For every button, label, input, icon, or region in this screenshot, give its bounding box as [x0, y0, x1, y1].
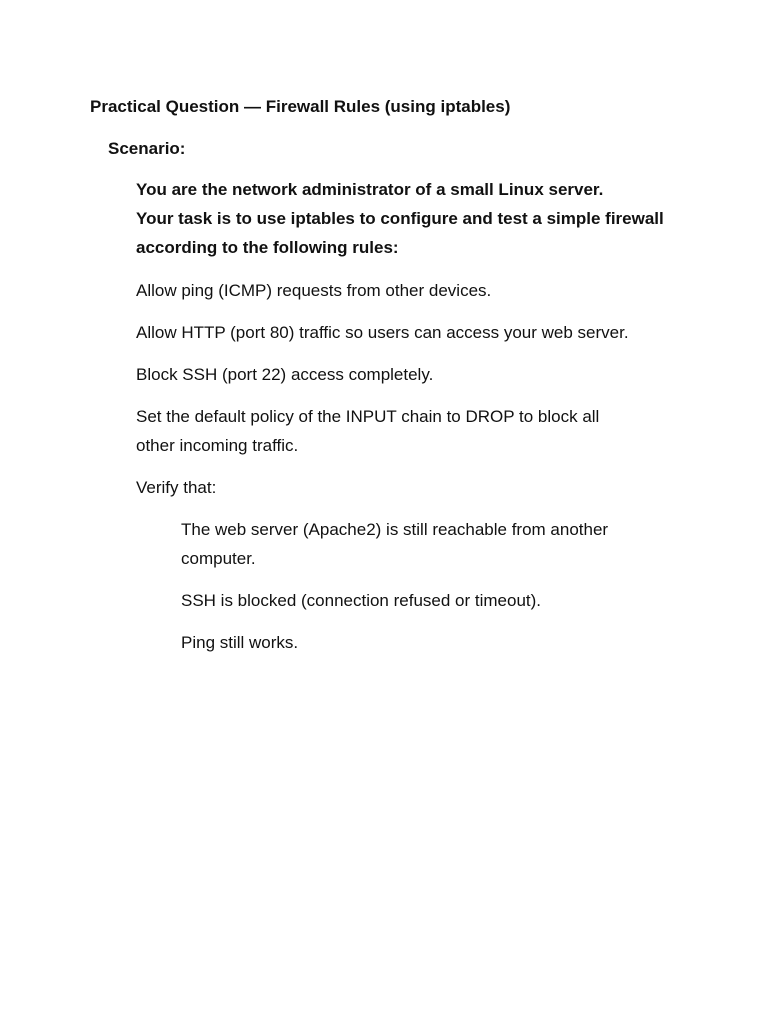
- intro-line: according to the following rules:: [136, 238, 399, 257]
- check-ssh-blocked: SSH is blocked (connection refused or timeout).: [181, 591, 542, 610]
- scenario-intro: [136, 175, 736, 262]
- scenario-label: Scenario:: [108, 139, 186, 158]
- policy-line: other incoming traffic.: [136, 436, 299, 455]
- check-line: computer.: [181, 549, 256, 568]
- rule-allow-ping: Allow ping (ICMP) requests from other devices.: [136, 281, 492, 300]
- rule-block-ssh: Block SSH (port 22) access completely.: [136, 365, 434, 384]
- check-line: The web server (Apache2) is still reachable from another: [181, 520, 609, 539]
- document-title: Practical Question — Firewall Rules (using iptables): [90, 97, 511, 116]
- policy-line: Set the default policy of the INPUT chain to DROP to block all: [136, 407, 600, 426]
- check-ping-works: Ping still works.: [181, 633, 299, 652]
- intro-line: You are the network administrator of a small Linux server.: [136, 180, 604, 199]
- verify-label: Verify that:: [136, 478, 217, 497]
- intro-line: Your task is to use iptables to configure and test a simple firewall: [136, 209, 664, 228]
- rule-default-policy: [136, 402, 656, 460]
- rule-allow-http: Allow HTTP (port 80) traffic so users can access your web server.: [136, 323, 629, 342]
- check-web-server: [181, 515, 661, 573]
